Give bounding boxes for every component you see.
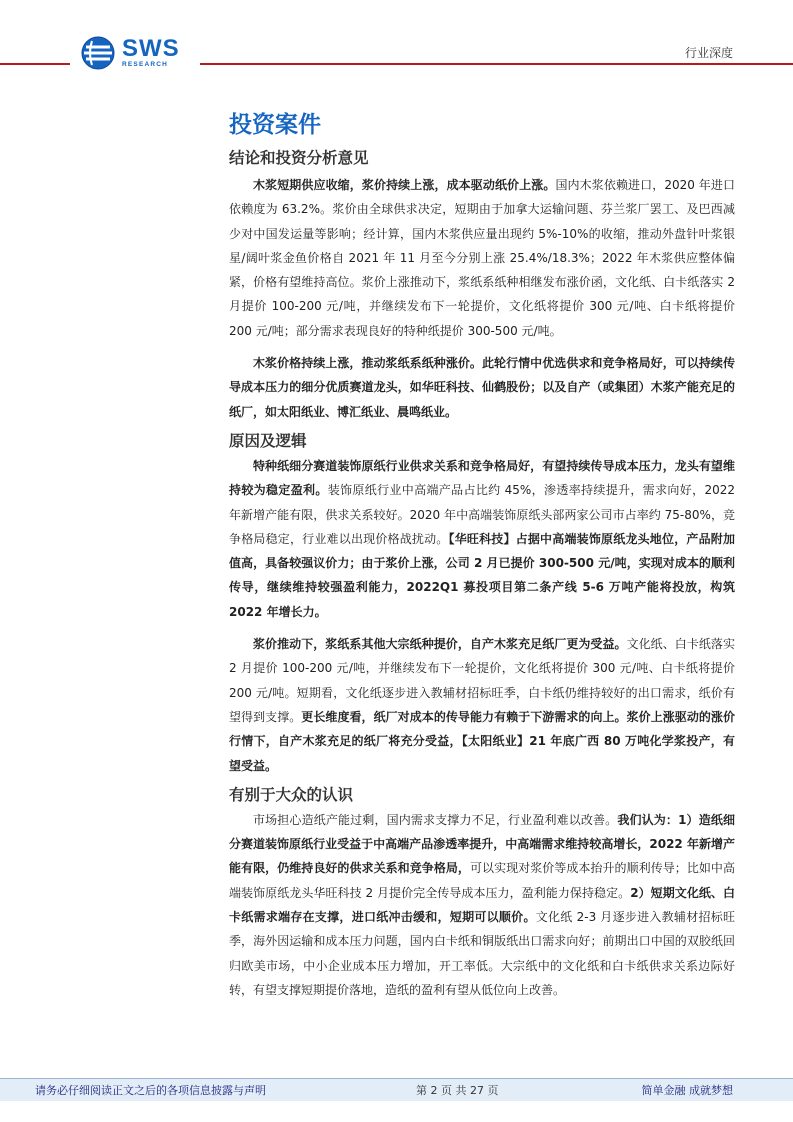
- logo-subtitle: RESEARCH: [122, 61, 169, 68]
- paragraph: [229, 454, 735, 624]
- paragraph: [229, 808, 735, 1002]
- page-title: 投资案件: [229, 112, 321, 138]
- document-body: [229, 110, 735, 1002]
- bold-lead: 特种纸细分赛道装饰原纸行业供求关系和竞争格局好，有望持续传导成本压力，龙头有望维持较为稳定盈利。: [229, 458, 735, 498]
- disclaimer-note: 请务必仔细阅读正文之后的各项信息披露与声明: [35, 1084, 266, 1097]
- section-heading: 有别于大众的认识: [229, 785, 354, 804]
- bold-lead: 木浆价格持续上涨，推动浆纸系纸种涨价。此轮行情中优选供求和竞争格局好，可以持续传导成本压力的细分优质赛道龙头，如华旺科技、仙鹤股份；以及自产（或集团）木浆产能充足的纸厂，如太阳纸业、博汇纸业、晨鸣纸业。: [229, 356, 735, 419]
- paragraph-text: 可以实现对浆价等成本抬升的顺利传导；比如中高端装饰原纸龙头华旺科技 2 月提价完全传导成本压力，盈利能力保持稳定。: [229, 861, 735, 900]
- report-category: 行业深度: [684, 46, 733, 60]
- logo-wordmark: SWS: [122, 35, 180, 62]
- paragraph: [229, 632, 735, 778]
- section-heading: 结论和投资分析意见: [229, 149, 369, 167]
- section-differentiated-view: [229, 784, 735, 1002]
- bold-text: 我们认为：1）造纸细分赛道装饰原纸行业受益于中高端产品渗透率提升，中高端需求维持较高增长，2022 年新增产能有限，仍维持良好的供求关系和竞争格局，: [229, 812, 735, 876]
- bold-text: 更长维度看，纸厂对成本的传导能力有赖于下游需求的向上。浆价上涨驱动的涨价行情下，自产木浆充足的纸厂将充分受益，【太阳纸业】21 年底广西 80 万吨化学浆投产，有望受益。: [229, 709, 735, 773]
- page-number: 第 2 页 共 27 页: [416, 1084, 499, 1097]
- bold-text: 2）短期文化纸、白卡纸需求端存在支撑，进口纸冲击缓和，短期可以顺价。: [229, 885, 735, 925]
- bold-lead: 浆价推动下，浆纸系其他大宗纸种提价，自产木浆充足纸厂更为受益。: [253, 637, 627, 652]
- section-conclusion: [229, 147, 735, 424]
- bold-lead: 木浆短期供应收缩，浆价持续上涨，成本驱动纸价上涨。: [253, 178, 556, 192]
- bold-text: 【华旺科技】占据中高端装饰原纸龙头地位，产品附加值高，具备较强议价力；由于浆价上涨，公司 2 月已提价 300-500 元/吨，实现对成本的顺利传导，继续维持较强盈利能力，2022Q1 募投项目第二条产线 5-6 万吨产能将投放，构筑 2022 年增长力。: [229, 531, 735, 619]
- section-heading: 原因及逻辑: [229, 431, 307, 450]
- company-slogan: 简单金融 成就梦想: [641, 1084, 733, 1097]
- paragraph: [229, 173, 735, 343]
- paragraph: [229, 351, 735, 424]
- paragraph-text: 装饰原纸行业中高端产品占比约 45%，渗透率持续提升，需求向好，2022 年新增产能有限，供求关系较好。2020 年中高端装饰原纸头部两家公司市占率约 75-80%，竞争格局稳定，行业难以出现价格战扰动。: [229, 483, 735, 546]
- paragraph-text: 文化纸 2-3 月逐步进入教辅材招标旺季，海外因运输和成本压力问题，国内白卡纸和铜版纸出口需求向好；前期出口中国的双胶纸回归欧美市场，中小企业成本压力增加，开工率低。大宗纸中的文化纸和白卡纸供求关系边际好转，有望支撑短期提价落地，造纸的盈利有望从低位向上改善。: [229, 910, 735, 997]
- paragraph-text: 市场担心造纸产能过剩，国内需求支撑力不足，行业盈利难以改善。: [253, 812, 618, 827]
- paragraph-text: 文化纸、白卡纸落实 2 月提价 100-200 元/吨，并继续发布下一轮提价，文化纸将提价 300 元/吨、白卡纸将提价 200 元/吨。短期看，文化纸逐步进入教辅材招标旺季，白卡纸仍维持较好的出口需求，纸价有望得到支撑。: [229, 637, 735, 724]
- paragraph-text: 国内木浆依赖进口，2020 年进口依赖度为 63.2%。浆价由全球供求决定，短期由于加拿大运输问题、芬兰浆厂罢工、及巴西减少对中国发运量等影响；经计算，国内木浆供应量出现约 5%-10%的收缩，推动外盘针叶浆银星/阔叶浆金鱼价格自 2021 年 11 月至今分别上涨 25.4%/18.3%；2022 年木浆供应整体偏紧，价格有望维持高位。浆价上涨推动下，浆纸系纸种相继发布涨价函，文化纸、白卡纸落实 2 月提价 100-200 元/吨，并继续发布下一轮提价，文化纸将提价 300 元/吨、白卡纸将提价 200 元/吨；部分需求表现良好的特种纸提价 300-500 元/吨。: [229, 178, 735, 338]
- sws-globe-icon: [80, 35, 116, 71]
- section-reason-logic: [229, 430, 735, 778]
- footer-rule: [0, 1078, 793, 1079]
- sws-logo: [80, 34, 180, 72]
